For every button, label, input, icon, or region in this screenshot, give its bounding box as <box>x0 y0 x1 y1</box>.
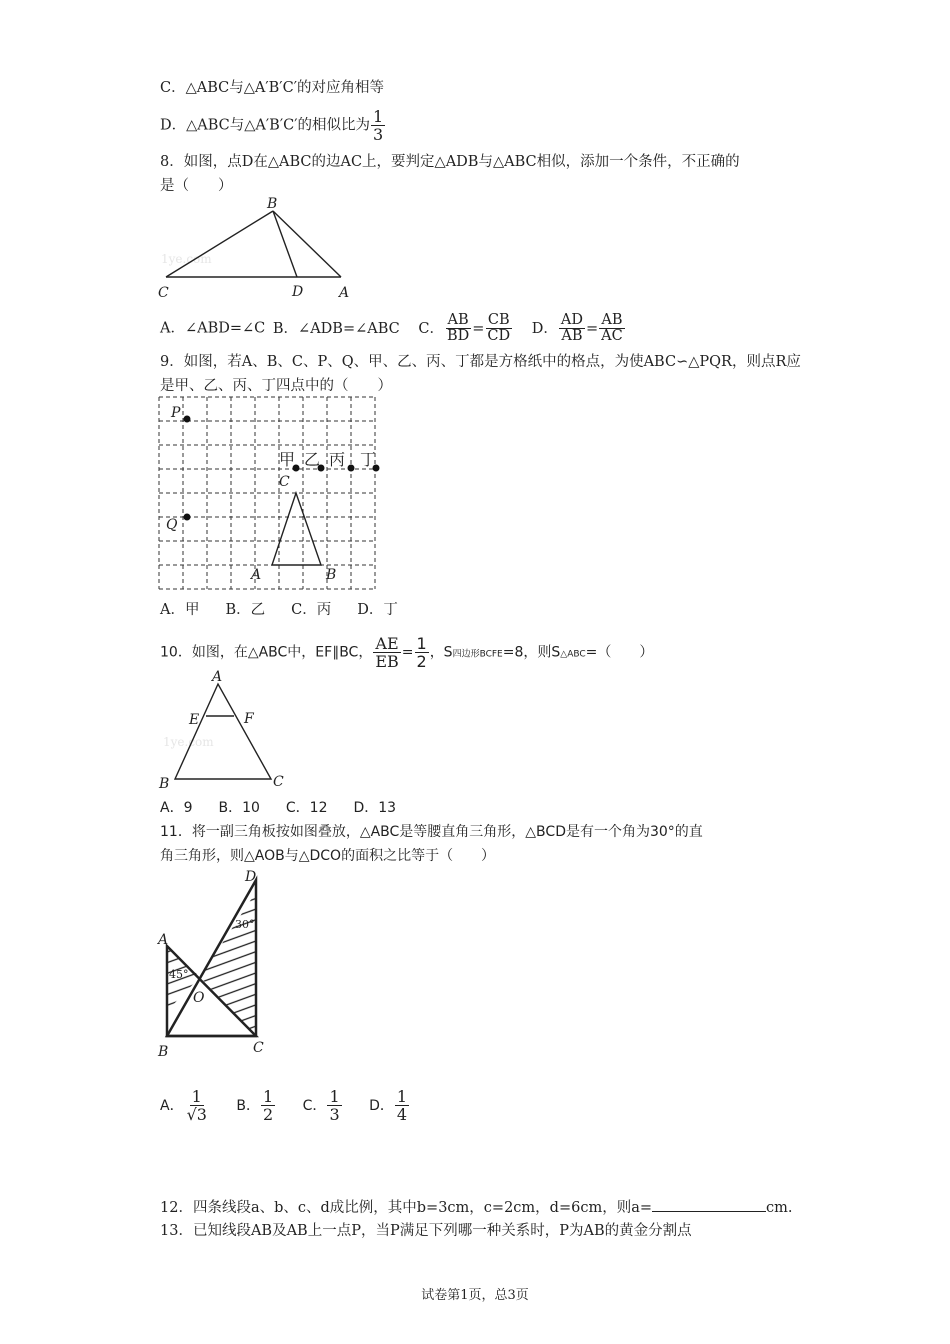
label-c: C <box>279 474 290 490</box>
fraction-denominator: EB <box>375 652 399 671</box>
fraction <box>261 1088 275 1123</box>
fraction-numerator: 1 <box>416 634 427 653</box>
fraction-numerator: 1 <box>191 1087 202 1106</box>
fraction <box>395 1088 409 1123</box>
q12-answer-blank[interactable] <box>652 1197 766 1212</box>
label-angle-45: 45° <box>169 968 189 981</box>
fraction-denominator: AB <box>561 328 583 344</box>
q8-stem-line1: 8．如图，点D在△ABC的边AC上，要判定△ADB与△ABC相似，添加一个条件，不正确的 <box>160 154 740 170</box>
fraction-numerator: CB <box>487 312 510 328</box>
fraction <box>185 1088 209 1123</box>
q11-stem-line1: 11．将一副三角板按如图叠放，△ABC是等腰直角三角形，△BCD是有一个角为30°的直 <box>160 824 703 840</box>
label-a: A <box>339 285 350 301</box>
fraction-numerator: 1 <box>373 107 384 126</box>
fraction-denominator: BD <box>446 328 470 344</box>
label-d: D <box>245 869 257 885</box>
q11-stem-line2: 角三角形，则△AOB与△DCO的面积之比等于（ ） <box>160 848 496 864</box>
label-f: F <box>244 711 254 727</box>
option-label: D． <box>531 320 558 337</box>
label-c: C <box>158 285 169 301</box>
fraction-denominator: 2 <box>263 1105 274 1124</box>
q12-stem <box>160 1197 792 1218</box>
fraction-denominator: 3 <box>373 125 384 144</box>
q9-options <box>160 600 424 620</box>
q9-option-b: B．乙 <box>225 602 266 618</box>
q10-area-label: ，S <box>429 644 453 661</box>
q8-option-d <box>531 312 626 344</box>
q7-option-d-fraction <box>371 108 385 143</box>
fraction-denominator: 4 <box>396 1105 408 1124</box>
q7-option-d <box>160 108 386 143</box>
fraction-numerator: 1 <box>329 1087 340 1106</box>
q10-area-value: =8，则S <box>502 644 561 661</box>
q10-options <box>160 798 422 818</box>
page-footer: 试卷第1页，总3页 <box>421 1288 529 1303</box>
label-jia: 甲 <box>279 450 296 469</box>
fraction-numerator: AD <box>560 312 583 328</box>
q10-option-b: B．10 <box>218 800 260 816</box>
q9-option-d: D．丁 <box>357 602 398 618</box>
watermark: 1ye.com <box>163 735 214 749</box>
q10-fraction-1-2 <box>415 635 429 670</box>
q8-option-c <box>418 312 517 344</box>
equals-sign: = <box>401 644 414 661</box>
watermark: 1ye.com <box>161 252 212 266</box>
q8-option-a: A．∠ABD=∠C <box>160 320 266 337</box>
q7-option-d-text: D．△ABC与△A′B′C′的相似比为 <box>160 117 371 134</box>
fraction-numerator: 1 <box>263 1087 274 1106</box>
q10-option-a: A．9 <box>160 800 193 816</box>
q13-stem: 13．已知线段AB及AB上一点P，当P满足下列哪一种关系时，P为AB的黄金分割点 <box>160 1223 692 1239</box>
label-b: B <box>159 776 170 792</box>
option-label: C． <box>418 320 444 337</box>
q11-set-squares-figure <box>155 866 285 1062</box>
label-a: A <box>158 932 169 948</box>
q11-option-b <box>236 1087 276 1124</box>
q12-stem-text: 12．四条线段a、b、c、d成比例，其中b=3cm，c=2cm，d=6cm，则a= <box>160 1200 652 1216</box>
q10-fraction-ae-eb <box>373 635 400 670</box>
fraction <box>485 313 512 344</box>
option-label: D． <box>369 1097 394 1114</box>
q10-abc-subscript: △ABC <box>560 649 586 660</box>
q9-stem-line2: 是甲、乙、丙、丁四点中的（ ） <box>160 378 392 394</box>
label-b: B <box>267 196 278 212</box>
q12-unit: cm. <box>766 1200 793 1216</box>
q8-option-b: B．∠ADB=∠ABC <box>272 320 400 337</box>
q8-triangle-figure <box>155 193 355 303</box>
fraction-denominator: √3 <box>186 1105 207 1124</box>
label-a: A <box>251 567 262 583</box>
fraction <box>599 313 625 344</box>
fraction <box>445 313 471 344</box>
label-c: C <box>273 774 284 790</box>
q11-options <box>160 1088 410 1123</box>
q10-option-c: C．12 <box>285 800 328 816</box>
label-e: E <box>189 712 200 728</box>
fraction-numerator: AB <box>447 312 469 328</box>
fraction-denominator: CD <box>487 328 511 344</box>
q10-area-subscript: 四边形BCFE <box>452 649 503 660</box>
fraction-denominator: AC <box>601 328 623 344</box>
q10-stem <box>160 635 653 670</box>
option-label: B． <box>236 1097 261 1114</box>
label-a: A <box>212 669 223 685</box>
q9-option-a: A．甲 <box>160 602 200 618</box>
q8-stem-line2: 是（ ） <box>160 178 233 194</box>
q10-option-d: D．13 <box>353 800 397 816</box>
label-c: C <box>253 1040 264 1056</box>
label-ding: 丁 <box>360 450 377 469</box>
q10-stem-suffix: =（ ） <box>585 644 654 661</box>
equals-sign: = <box>586 320 599 337</box>
fraction <box>559 313 585 344</box>
fraction-numerator: AE <box>375 634 399 653</box>
label-q: Q <box>166 517 178 533</box>
label-d: D <box>292 284 304 300</box>
fraction <box>327 1088 341 1123</box>
q11-option-d <box>369 1087 410 1124</box>
q10-triangle-figure <box>155 666 295 794</box>
equals-sign: = <box>472 320 485 337</box>
q9-grid-figure <box>155 393 385 593</box>
label-bing: 丙 <box>329 450 346 469</box>
fraction-denominator: 2 <box>416 652 427 671</box>
label-b: B <box>326 567 337 583</box>
q8-options <box>160 313 626 344</box>
q11-option-a <box>160 1087 210 1124</box>
q7-option-c: C．△ABC与△A′B′C′的对应角相等 <box>160 80 384 96</box>
q9-stem-line1: 9．如图，若A、B、C、P、Q、甲、乙、丙、丁都是方格纸中的格点，为使ABC∽△PQR，则点R应 <box>160 354 801 370</box>
label-p: P <box>171 405 181 421</box>
option-label: A． <box>160 1097 184 1114</box>
q11-option-c <box>302 1087 343 1124</box>
q10-stem-text: 10．如图，在△ABC中，EF∥BC， <box>160 644 373 661</box>
fraction-denominator: 3 <box>329 1105 340 1124</box>
label-angle-30: 30° <box>235 918 255 931</box>
fraction-numerator: AB <box>601 312 623 328</box>
label-o: O <box>193 990 205 1006</box>
label-yi: 乙 <box>304 450 321 469</box>
fraction-numerator: 1 <box>396 1087 408 1106</box>
q9-option-c: C．丙 <box>291 602 332 618</box>
option-label: C． <box>302 1097 327 1114</box>
label-b: B <box>158 1044 169 1060</box>
